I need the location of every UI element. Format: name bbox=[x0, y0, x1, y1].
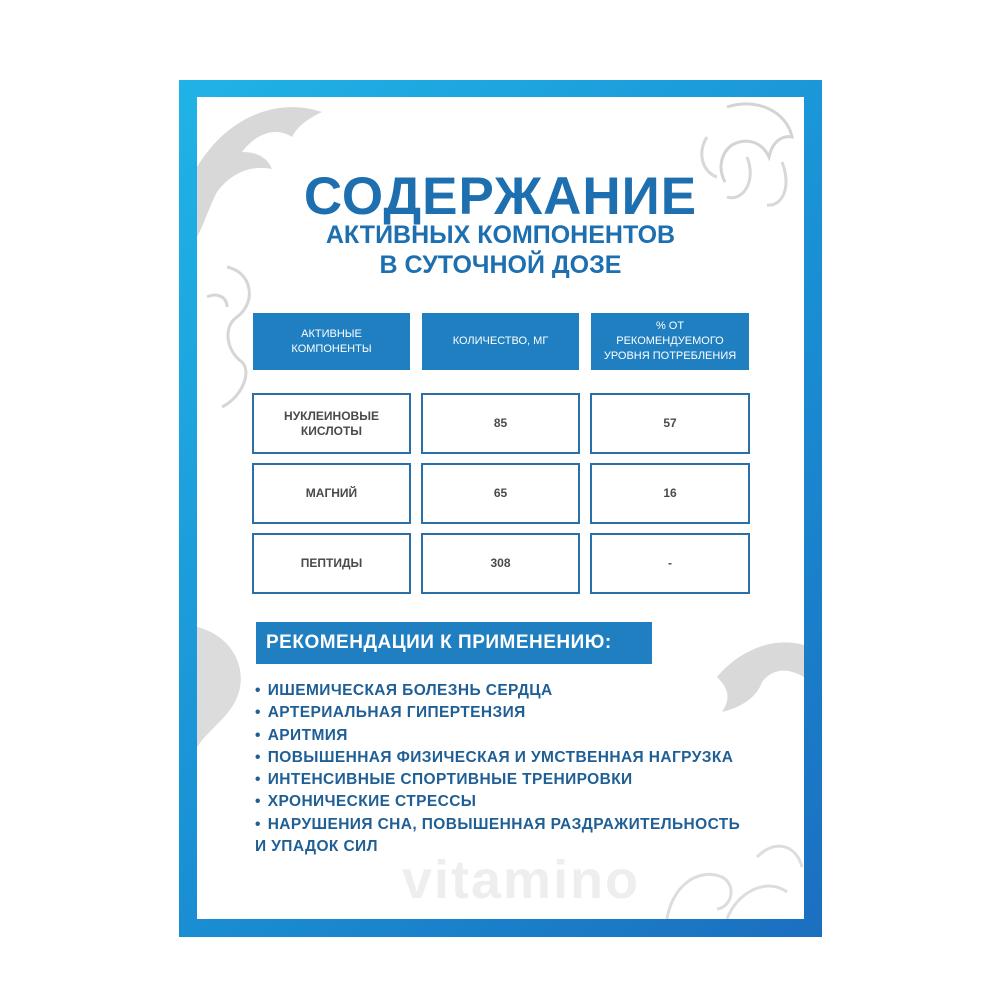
header-components bbox=[253, 313, 410, 370]
list-item bbox=[255, 680, 795, 702]
list-item-text: И УПАДОК СИЛ bbox=[255, 838, 378, 856]
header-text: АКТИВНЫЕ bbox=[301, 327, 362, 340]
table-cell-component bbox=[252, 533, 411, 594]
list-item-text: ХРОНИЧЕСКИЕ СТРЕССЫ bbox=[267, 793, 477, 811]
bullet-icon: • bbox=[255, 815, 261, 833]
subtitle-line-1: АКТИВНЫХ КОМПОНЕНТОВ bbox=[325, 221, 676, 249]
subtitle-line-2: В СУТОЧНОЙ ДОЗЕ bbox=[379, 251, 622, 279]
header-amount bbox=[422, 313, 579, 370]
list-item bbox=[255, 791, 795, 813]
table-cell-component bbox=[252, 463, 411, 524]
header-text: РЕКОМЕНДУЕМОГО bbox=[616, 335, 724, 347]
list-item bbox=[255, 747, 795, 769]
cell-text: ПЕПТИДЫ bbox=[300, 556, 363, 570]
table-cell-percent bbox=[590, 393, 750, 454]
table-cell-component bbox=[252, 393, 411, 454]
bullet-icon: • bbox=[255, 793, 261, 811]
recommendations-list bbox=[255, 680, 795, 858]
cell-text: 308 bbox=[490, 556, 511, 570]
cell-text: 65 bbox=[493, 486, 508, 500]
list-item-text: АРИТМИЯ bbox=[267, 726, 348, 744]
table-cell-percent bbox=[590, 463, 750, 524]
header-text: % ОТ bbox=[655, 320, 685, 332]
header-percent bbox=[591, 313, 749, 370]
page-title: СОДЕРЖАНИЕ bbox=[303, 167, 698, 226]
poster-panel bbox=[197, 97, 804, 919]
cell-text: КИСЛОТЫ bbox=[300, 423, 363, 438]
cell-text: НУКЛЕИНОВЫЕ bbox=[284, 408, 379, 423]
cell-text: 16 bbox=[663, 486, 677, 500]
list-item-text: НАРУШЕНИЯ СНА, ПОВЫШЕННАЯ РАЗДРАЖИТЕЛЬНОСТЬ bbox=[267, 815, 741, 833]
table-cell-percent bbox=[590, 533, 750, 594]
bullet-icon: • bbox=[255, 704, 261, 722]
table-cell-amount bbox=[421, 393, 580, 454]
list-item-text: АРТЕРИАЛЬНАЯ ГИПЕРТЕНЗИЯ bbox=[267, 704, 526, 722]
table-cell-amount bbox=[421, 463, 580, 524]
recommendations-heading: РЕКОМЕНДАЦИИ К ПРИМЕНЕНИЮ: bbox=[256, 622, 652, 664]
cell-text: 85 bbox=[493, 416, 508, 430]
list-item bbox=[255, 725, 795, 747]
header-text: КОЛИЧЕСТВО, МГ bbox=[452, 335, 549, 347]
table-cell-amount bbox=[421, 533, 580, 594]
bullet-icon: • bbox=[255, 682, 261, 699]
list-item-text: ПОВЫШЕННАЯ ФИЗИЧЕСКАЯ И УМСТВЕННАЯ НАГРУЗКА bbox=[267, 748, 734, 766]
header-text: УРОВНЯ ПОТРЕБЛЕНИЯ bbox=[603, 350, 737, 362]
list-item-continuation bbox=[255, 836, 795, 858]
cell-text: - bbox=[668, 556, 672, 570]
fish-silhouette-icon bbox=[197, 627, 257, 747]
list-item-text: ИШЕМИЧЕСКАЯ БОЛЕЗНЬ СЕРДЦА bbox=[267, 682, 553, 699]
bullet-icon: • bbox=[255, 771, 261, 789]
list-item-text: ИНТЕНСИВНЫЕ СПОРТИВНЫЕ ТРЕНИРОВКИ bbox=[267, 771, 633, 789]
watermark: vitamino bbox=[402, 850, 641, 910]
cell-text: 57 bbox=[663, 416, 677, 430]
poster-frame bbox=[179, 80, 822, 937]
header-text: КОМПОНЕНТЫ bbox=[291, 342, 372, 355]
list-item bbox=[255, 702, 795, 724]
list-item bbox=[255, 769, 795, 791]
bullet-icon: • bbox=[255, 726, 261, 744]
list-item bbox=[255, 814, 795, 836]
bullet-icon: • bbox=[255, 748, 261, 766]
cell-text: МАГНИЙ bbox=[305, 486, 358, 500]
